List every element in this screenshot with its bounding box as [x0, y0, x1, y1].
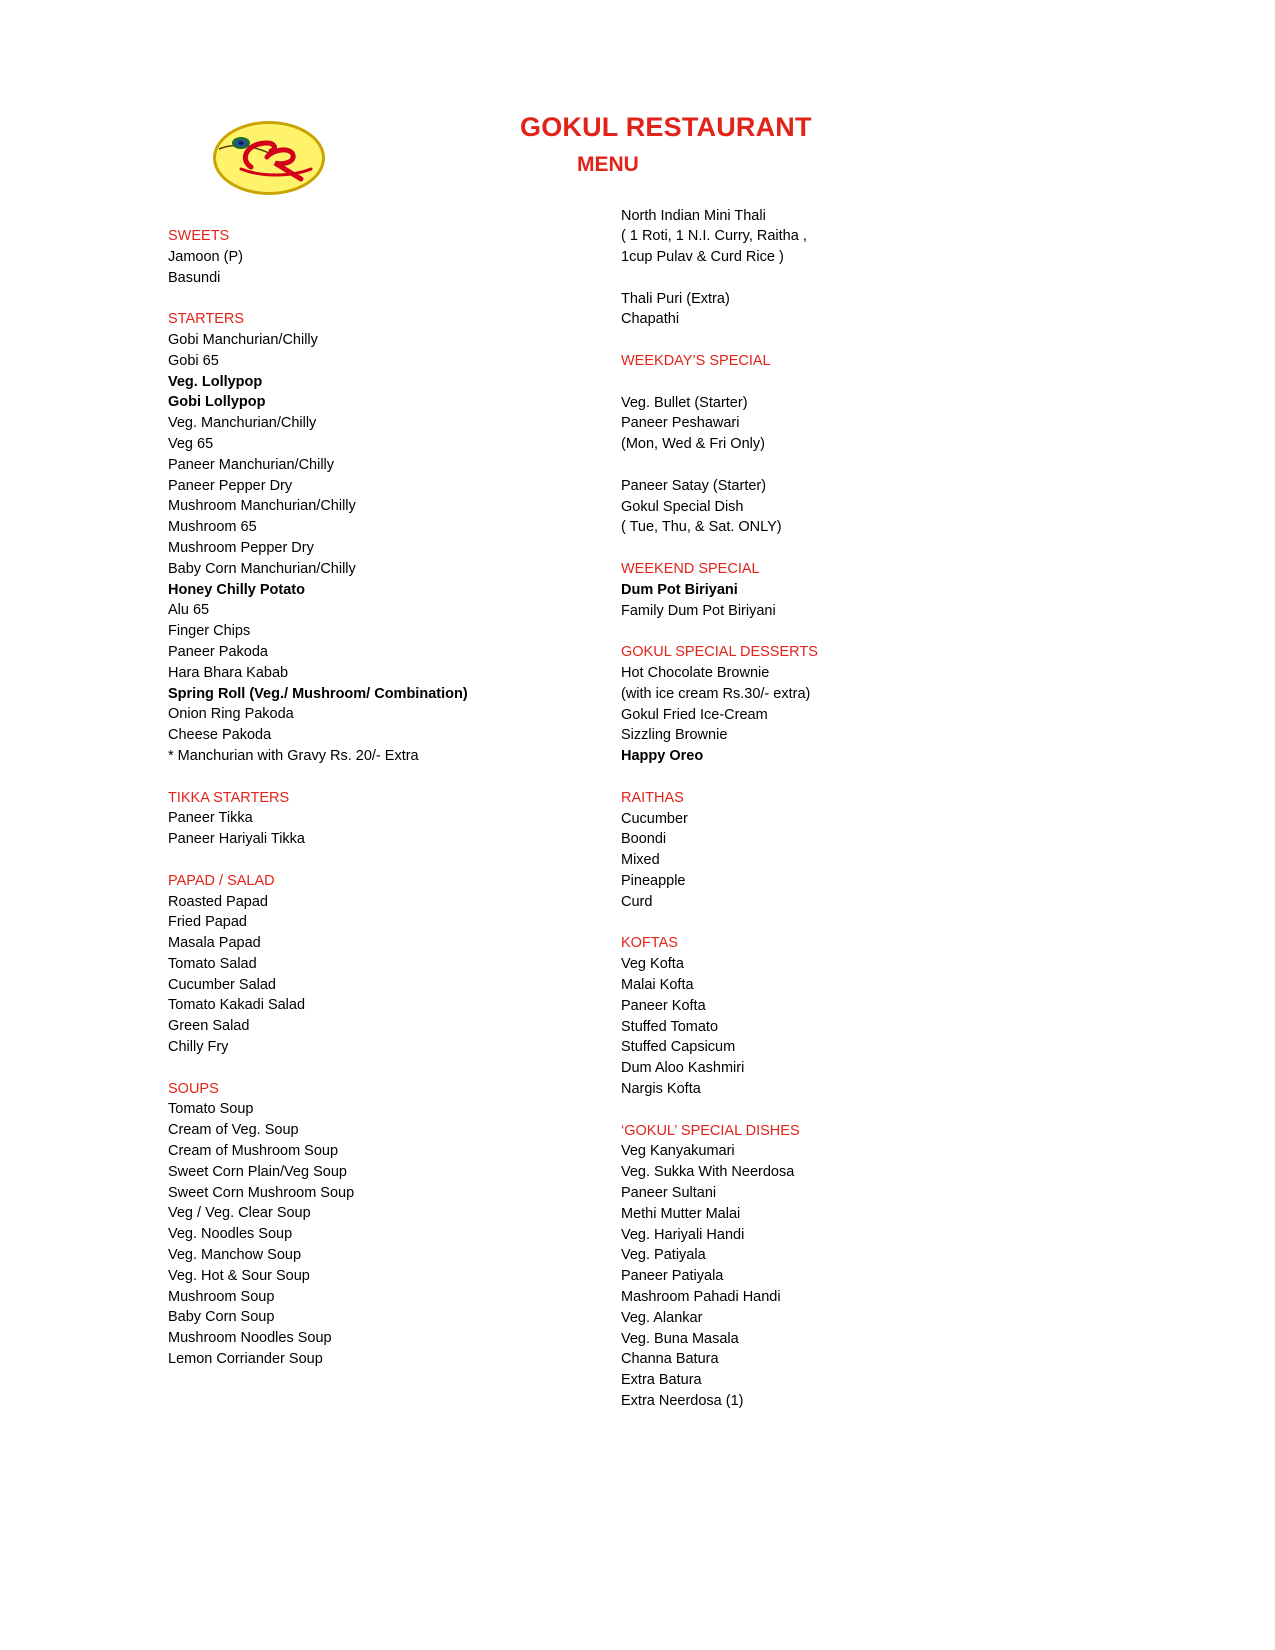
menu-item: Gobi Lollypop — [168, 394, 266, 411]
restaurant-logo — [211, 119, 327, 197]
section-heading: WEEKEND SPECIAL — [621, 561, 760, 578]
spacer — [621, 268, 1061, 289]
menu-item: Veg. Buna Masala — [621, 1330, 739, 1347]
menu-item: Hara Bhara Kabab — [168, 664, 289, 681]
menu-item: Gobi 65 — [168, 352, 219, 369]
menu-item: Cucumber Salad — [168, 976, 276, 993]
menu-item: Veg / Veg. Clear Soup — [168, 1205, 311, 1222]
spacer — [621, 330, 1061, 351]
menu-item: Tomato Kakadi Salad — [168, 997, 306, 1014]
menu-item: Paneer Manchurian/Chilly — [168, 456, 335, 473]
section-heading: STARTERS — [168, 311, 245, 328]
menu-subtitle: MENU — [577, 153, 639, 176]
menu-item: Paneer Sultani — [621, 1184, 717, 1201]
menu-item: Mashroom Pahadi Handi — [621, 1288, 781, 1305]
menu-item: Sweet Corn Mushroom Soup — [168, 1184, 355, 1201]
spacer — [621, 621, 1061, 642]
menu-item: Spring Roll (Veg./ Mushroom/ Combination) — [168, 685, 468, 702]
menu-item: Dum Aloo Kashmiri — [621, 1060, 745, 1077]
menu-item: Paneer Satay (Starter) — [621, 477, 767, 494]
section-heading: SOUPS — [168, 1080, 219, 1097]
menu-item: Methi Mutter Malai — [621, 1205, 741, 1222]
section-heading: ‘GOKUL’ SPECIAL DISHES — [621, 1122, 800, 1139]
section-heading: PAPAD / SALAD — [168, 872, 275, 889]
menu-item: Baby Corn Manchurian/Chilly — [168, 560, 356, 577]
menu-item: Gokul Fried Ice-Cream — [621, 706, 768, 723]
menu-item: 1cup Pulav & Curd Rice ) — [621, 249, 784, 266]
menu-item: Cucumber — [621, 810, 688, 827]
menu-item: ( Tue, Thu, & Sat. ONLY) — [621, 519, 782, 536]
menu-item: Mushroom Soup — [168, 1288, 275, 1305]
menu-item: ( 1 Roti, 1 N.I. Curry, Raitha , — [621, 228, 807, 245]
menu-item: (with ice cream Rs.30/- extra) — [621, 685, 811, 702]
spacer — [621, 1100, 1061, 1121]
spacer — [621, 372, 1061, 393]
spacer — [168, 850, 608, 871]
menu-item: Gokul Special Dish — [621, 498, 744, 515]
menu-item: Cream of Mushroom Soup — [168, 1143, 339, 1160]
menu-item: Fried Papad — [168, 914, 247, 931]
menu-item: Paneer Pakoda — [168, 643, 268, 660]
menu-item: Baby Corn Soup — [168, 1309, 275, 1326]
menu-item: Green Salad — [168, 1018, 250, 1035]
menu-item: Paneer Hariyali Tikka — [168, 831, 305, 848]
menu-item: Veg. Bullet (Starter) — [621, 394, 748, 411]
menu-right-column — [621, 206, 1061, 1412]
menu-item: Mushroom Manchurian/Chilly — [168, 498, 356, 515]
menu-item: Honey Chilly Potato — [168, 581, 305, 598]
menu-item: Lemon Corriander Soup — [168, 1351, 323, 1368]
menu-item: Masala Papad — [168, 935, 261, 952]
menu-item: Boondi — [621, 831, 667, 848]
menu-item: Veg. Hariyali Handi — [621, 1226, 745, 1243]
menu-item: Happy Oreo — [621, 748, 704, 765]
menu-item: Thali Puri (Extra) — [621, 290, 730, 307]
menu-item: Gobi Manchurian/Chilly — [168, 331, 318, 348]
menu-item: Chapathi — [621, 311, 680, 328]
menu-item: Veg Kanyakumari — [621, 1143, 735, 1160]
menu-item: Paneer Tikka — [168, 810, 253, 827]
menu-item: Family Dum Pot Biriyani — [621, 602, 776, 619]
menu-item: Veg. Lollypop — [168, 373, 263, 390]
spacer — [621, 913, 1061, 934]
menu-item: Channa Batura — [621, 1351, 719, 1368]
menu-item: Paneer Pepper Dry — [168, 477, 293, 494]
menu-item: Curd — [621, 893, 653, 910]
menu-item: Extra Neerdosa (1) — [621, 1392, 744, 1409]
menu-left-column — [168, 226, 608, 1370]
menu-item: Roasted Papad — [168, 893, 268, 910]
spacer — [621, 455, 1061, 476]
menu-item: Veg. Manchow Soup — [168, 1247, 302, 1264]
menu-item: (Mon, Wed & Fri Only) — [621, 436, 765, 453]
menu-item: Finger Chips — [168, 623, 251, 640]
menu-item: Malai Kofta — [621, 976, 694, 993]
section-heading: WEEKDAY’S SPECIAL — [621, 353, 771, 370]
menu-item: Sizzling Brownie — [621, 727, 728, 744]
menu-item: Stuffed Capsicum — [621, 1039, 736, 1056]
menu-item: Hot Chocolate Brownie — [621, 665, 770, 682]
menu-item: Mixed — [621, 852, 660, 869]
section-heading: RAITHAS — [621, 789, 684, 806]
menu-item: Extra Batura — [621, 1372, 702, 1389]
menu-item: Veg 65 — [168, 435, 214, 452]
spacer — [621, 538, 1061, 559]
section-heading: TIKKA STARTERS — [168, 789, 290, 806]
menu-item: Onion Ring Pakoda — [168, 706, 294, 723]
menu-item: Paneer Patiyala — [621, 1268, 724, 1285]
menu-item: Cream of Veg. Soup — [168, 1122, 299, 1139]
spacer — [168, 767, 608, 788]
menu-item: Jamoon (P) — [168, 248, 243, 265]
spacer — [168, 1058, 608, 1079]
menu-item: Nargis Kofta — [621, 1080, 701, 1097]
menu-item: Paneer Kofta — [621, 997, 706, 1014]
menu-item: Pineapple — [621, 873, 686, 889]
menu-item: Veg Kofta — [621, 956, 684, 973]
menu-item: Basundi — [168, 269, 221, 286]
menu-item: Veg. Manchurian/Chilly — [168, 415, 317, 432]
menu-item: North Indian Mini Thali — [621, 207, 766, 224]
menu-item: Veg. Alankar — [621, 1309, 703, 1326]
menu-item: Paneer Peshawari — [621, 415, 740, 432]
menu-item: Veg. Sukka With Neerdosa — [621, 1164, 795, 1181]
menu-item: Mushroom 65 — [168, 519, 257, 536]
menu-item: Mushroom Noodles Soup — [168, 1330, 332, 1347]
menu-item: * Manchurian with Gravy Rs. 20/- Extra — [168, 747, 419, 764]
menu-item: Mushroom Pepper Dry — [168, 539, 314, 556]
menu-item: Sweet Corn Plain/Veg Soup — [168, 1163, 347, 1180]
menu-item: Stuffed Tomato — [621, 1018, 719, 1035]
section-heading: KOFTAS — [621, 935, 678, 952]
menu-item: Chilly Fry — [168, 1039, 229, 1056]
menu-item: Dum Pot Biriyani — [621, 581, 738, 598]
menu-item: Cheese Pakoda — [168, 727, 272, 744]
menu-item: Tomato Salad — [168, 955, 257, 972]
spacer — [168, 288, 608, 309]
spacer — [621, 767, 1061, 788]
menu-item: Tomato Soup — [168, 1101, 254, 1118]
menu-item: Veg. Patiyala — [621, 1247, 706, 1264]
logo-emblem-icon — [211, 119, 327, 197]
section-heading: GOKUL SPECIAL DESSERTS — [621, 644, 818, 661]
section-heading: SWEETS — [168, 228, 230, 244]
menu-item: Alu 65 — [168, 602, 210, 619]
menu-item: Veg. Noodles Soup — [168, 1226, 293, 1243]
restaurant-title: GOKUL RESTAURANT — [520, 112, 812, 142]
menu-item: Veg. Hot & Sour Soup — [168, 1267, 310, 1284]
